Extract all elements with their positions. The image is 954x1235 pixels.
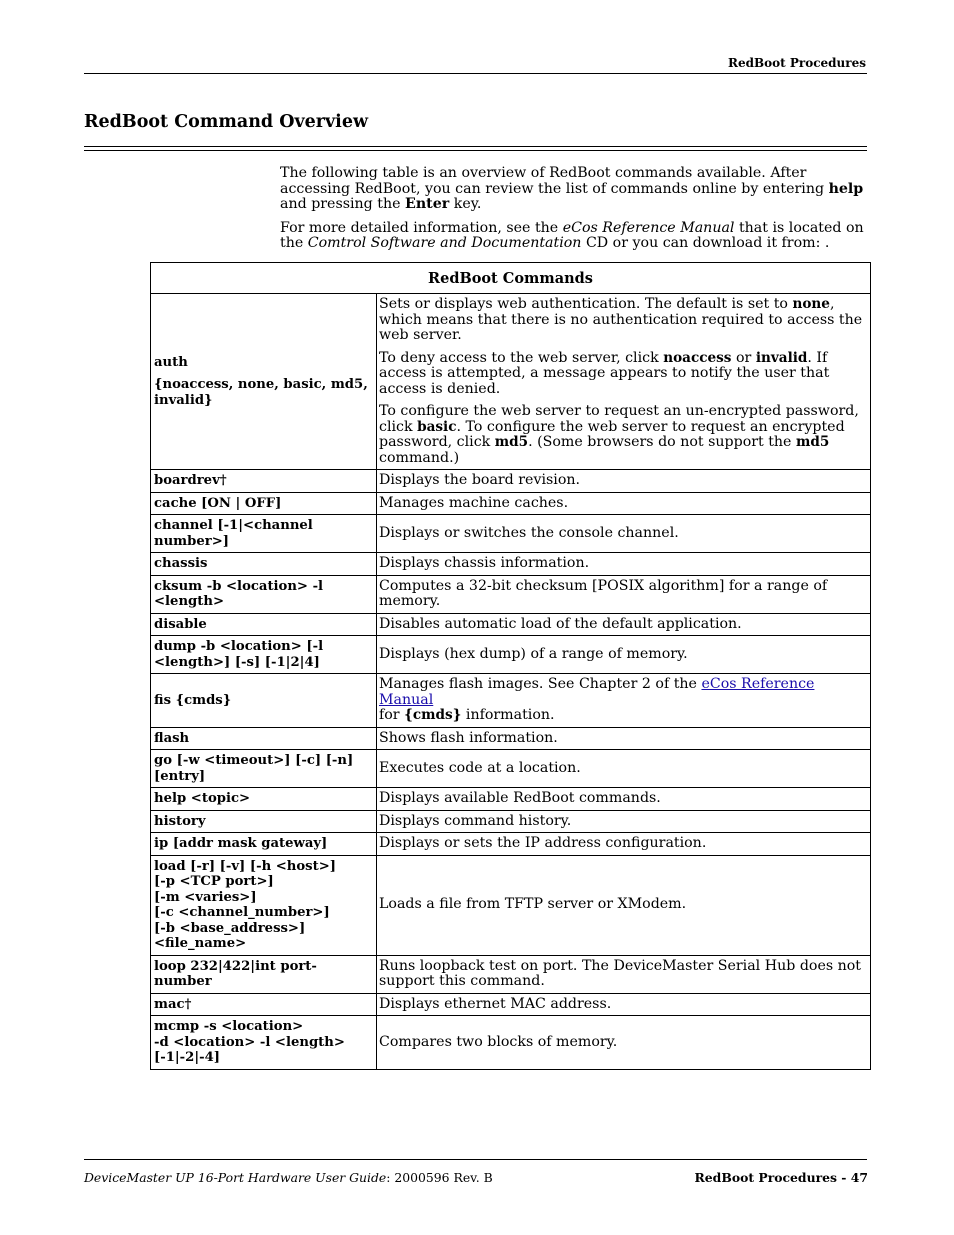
intro-paragraph-2: For more detailed information, see the eCos Reference Manual that is located on the Comtrol Software and Documentation CD or you can download it from: . xyxy=(280,219,864,251)
command-cell: cksum -b <location> -l <length> xyxy=(151,575,377,613)
description-cell: Displays chassis information. xyxy=(377,553,871,576)
command-cell: dump -b <location> [-l <length>] [-s] [-1|2|4] xyxy=(151,636,377,674)
description-cell: Compares two blocks of memory. xyxy=(377,1016,871,1070)
command-cell: ip [addr mask gateway] xyxy=(151,833,377,856)
table-row xyxy=(151,492,871,515)
footer-rule xyxy=(84,1159,867,1160)
description-cell: Runs loopback test on port. The DeviceMaster Serial Hub does not support this command. xyxy=(377,955,871,993)
command-cell: cache [ON | OFF] xyxy=(151,492,377,515)
command-cell: mcmp -s <location> -d <location> -l <length> [-1|-2|-4] xyxy=(151,1016,377,1070)
command-cell: flash xyxy=(151,727,377,750)
command-cell: boardrev† xyxy=(151,470,377,493)
command-cell: chassis xyxy=(151,553,377,576)
running-header: RedBoot Procedures xyxy=(728,56,866,70)
description-cell: Manages machine caches. xyxy=(377,492,871,515)
command-cell: fis {cmds} xyxy=(151,674,377,728)
table-row xyxy=(151,636,871,674)
table-row xyxy=(151,515,871,553)
table-row xyxy=(151,810,871,833)
redboot-commands-table xyxy=(150,262,871,1070)
description-cell: Displays (hex dump) of a range of memory. xyxy=(377,636,871,674)
command-cell: mac† xyxy=(151,993,377,1016)
description-cell: Executes code at a location. xyxy=(377,750,871,788)
command-cell: disable xyxy=(151,613,377,636)
page-title: RedBoot Command Overview xyxy=(84,112,369,132)
table-row xyxy=(151,470,871,493)
description-cell: Loads a file from TFTP server or XModem. xyxy=(377,855,871,955)
description-cell: Shows flash information. xyxy=(377,727,871,750)
footer-document-title: DeviceMaster UP 16-Port Hardware User Guide: 2000596 Rev. B xyxy=(84,1170,493,1185)
table-row xyxy=(151,750,871,788)
title-rule-bottom xyxy=(84,150,867,151)
table-row xyxy=(151,1016,871,1070)
header-rule xyxy=(84,73,867,74)
table-row xyxy=(151,674,871,728)
command-cell: auth {noaccess, none, basic, md5, invalid} xyxy=(151,294,377,470)
command-cell: go [-w <timeout>] [-c] [-n] [entry] xyxy=(151,750,377,788)
table-row xyxy=(151,833,871,856)
table-row xyxy=(151,294,871,470)
command-cell: help <topic> xyxy=(151,788,377,811)
title-rule-top xyxy=(84,146,867,147)
command-cell: load [-r] [-v] [-h <host>] [-p <TCP port>] [-m <varies>] [-c <channel_number>] [-b <base_address>] <file_name> xyxy=(151,855,377,955)
ecos-manual-link[interactable]: eCos Reference Manual xyxy=(379,676,815,708)
command-cell: history xyxy=(151,810,377,833)
table-header: RedBoot Commands xyxy=(151,263,871,294)
table-row xyxy=(151,788,871,811)
description-cell: Displays the board revision. xyxy=(377,470,871,493)
table-row xyxy=(151,727,871,750)
table-row xyxy=(151,553,871,576)
description-cell: Manages flash images. See Chapter 2 of the eCos Reference Manual for {cmds} information. xyxy=(377,674,871,728)
description-cell: Displays ethernet MAC address. xyxy=(377,993,871,1016)
description-cell: Disables automatic load of the default application. xyxy=(377,613,871,636)
intro-text xyxy=(280,166,865,260)
intro-paragraph-1: The following table is an overview of RedBoot commands available. After accessing RedBoot, you can review the list of commands online by entering help and pressing the Enter key. xyxy=(280,165,864,212)
command-cell: channel [-1|<channel number>] xyxy=(151,515,377,553)
table-row xyxy=(151,613,871,636)
table-row xyxy=(151,575,871,613)
description-cell: Displays command history. xyxy=(377,810,871,833)
description-cell: Sets or displays web authentication. The default is set to none, which means that there is no authentication required to access the web server. To deny access to the web server, click noaccess or invalid. If access is attempted, a message appears to notify the user that access is denied. To configure the web server to request an un-encrypted password, click basic. To configure the web server to request an encrypted password, click md5. (Some browsers do not support the md5 command.) xyxy=(377,294,871,470)
description-cell: Computes a 32-bit checksum [POSIX algorithm] for a range of memory. xyxy=(377,575,871,613)
table-row xyxy=(151,955,871,993)
command-cell: loop 232|422|int port-number xyxy=(151,955,377,993)
description-cell: Displays available RedBoot commands. xyxy=(377,788,871,811)
table-row xyxy=(151,855,871,955)
table-row xyxy=(151,993,871,1016)
description-cell: Displays or sets the IP address configuration. xyxy=(377,833,871,856)
footer-page-number: RedBoot Procedures - 47 xyxy=(694,1170,868,1185)
description-cell: Displays or switches the console channel. xyxy=(377,515,871,553)
